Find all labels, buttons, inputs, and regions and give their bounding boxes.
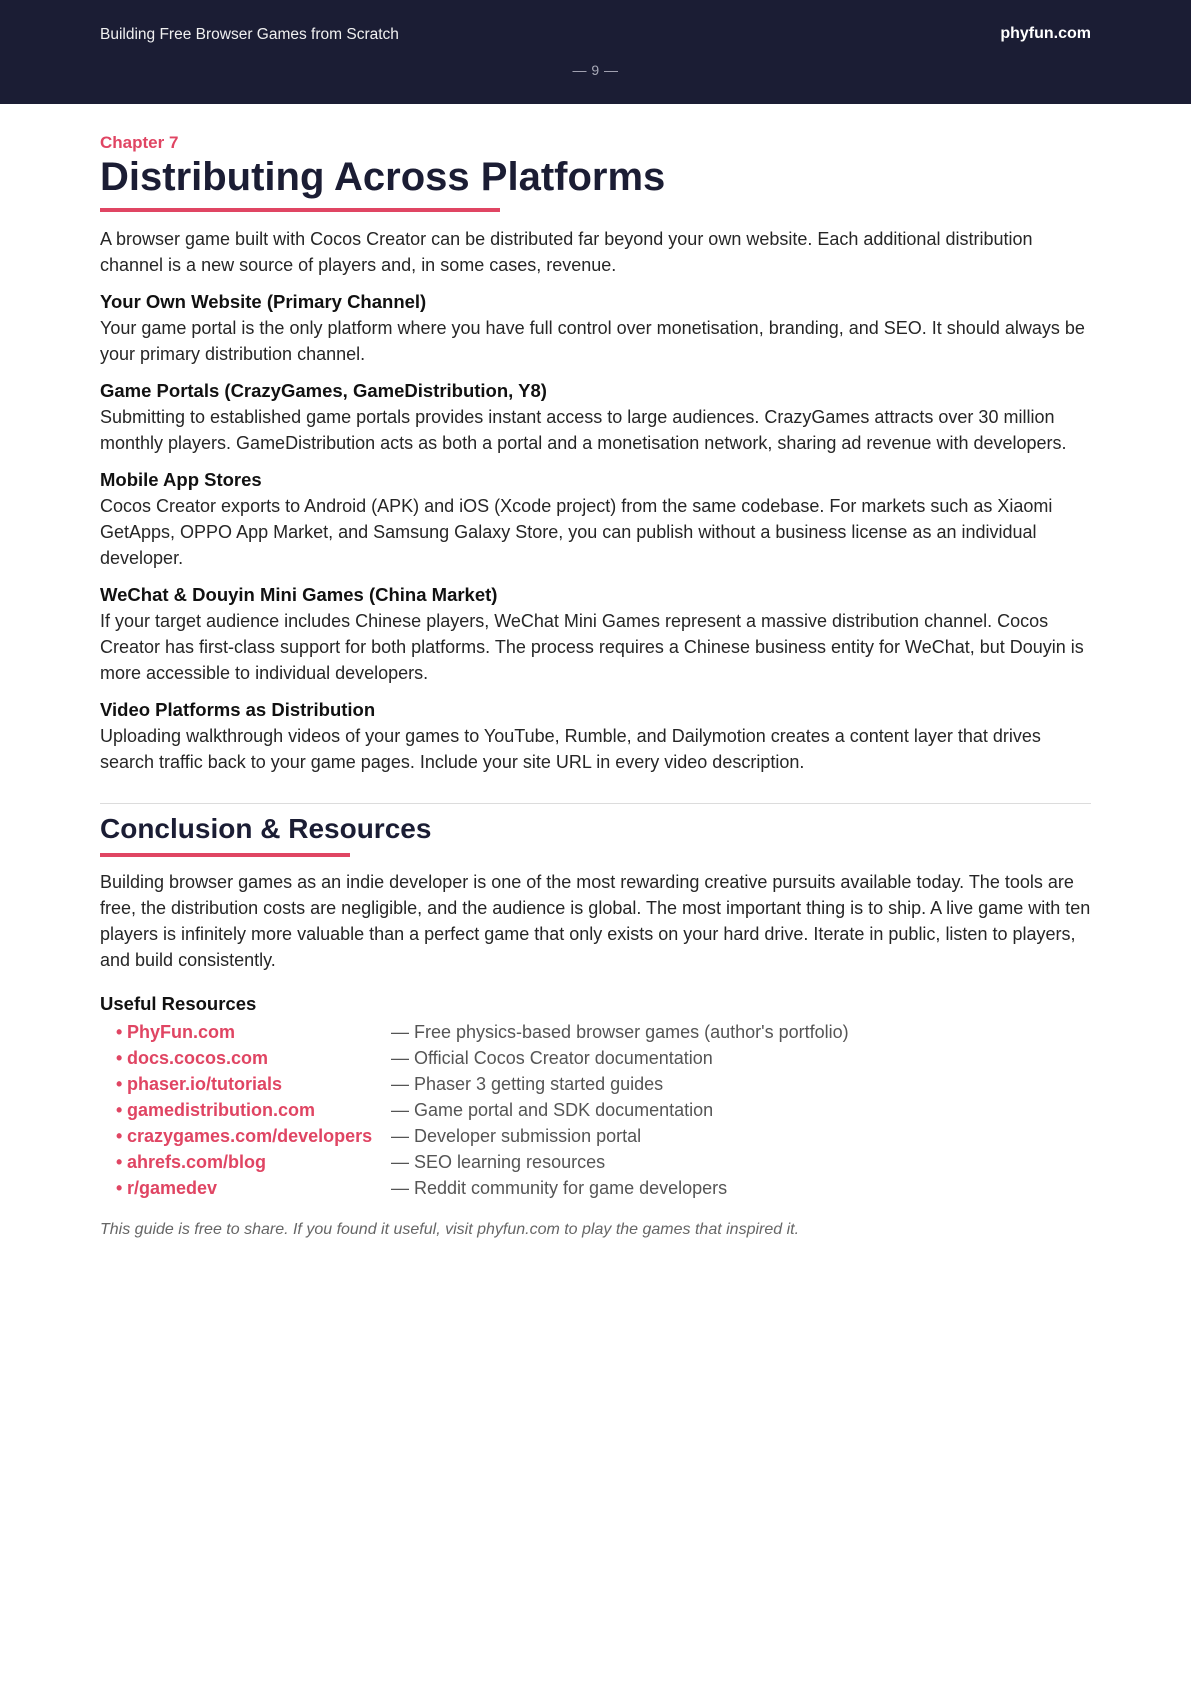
bullet-icon: • xyxy=(116,1126,123,1146)
resource-description: — Phaser 3 getting started guides xyxy=(391,1074,664,1094)
conclusion-underline xyxy=(100,853,350,857)
resource-link-gamedistribution[interactable]: gamedistribution.com xyxy=(127,1100,316,1120)
section-own-website xyxy=(100,289,1091,367)
resource-link-phaser[interactable]: phaser.io/tutorials xyxy=(127,1074,283,1094)
resources-list xyxy=(100,1019,1091,1201)
chapter-intro: A browser game built with Cocos Creator can be distributed far beyond your own website. Each additional distribution channel is a new source of players and, in some cases, revenue. xyxy=(100,229,1033,275)
site-name: phyfun.com xyxy=(1000,25,1091,42)
conclusion-title: Conclusion & Resources xyxy=(100,813,432,844)
bullet-icon: • xyxy=(116,1048,123,1068)
section-heading: Your Own Website (Primary Channel) xyxy=(100,291,427,312)
resource-link-gamedev[interactable]: r/gamedev xyxy=(127,1178,218,1198)
chapter-label: Chapter 7 xyxy=(100,133,179,152)
list-item xyxy=(100,1019,1091,1045)
bullet-icon: • xyxy=(116,1152,123,1172)
resource-link-crazygames[interactable]: crazygames.com/developers xyxy=(127,1126,373,1146)
title-underline xyxy=(100,208,500,212)
page-content xyxy=(100,132,1091,1241)
list-item xyxy=(100,1123,1091,1149)
page-number: — 9 — xyxy=(572,62,619,78)
conclusion-body: Building browser games as an indie developer is one of the most rewarding creative pursuits available today. The tools are free, the distribution costs are negligible, and the audience is global. The most important thing is to ship. A live game with ten players is infinitely more valuable than a perfect game that only exists on your hard drive. Iterate in public, listen to players, and build consistently. xyxy=(100,872,1091,970)
resource-description: — Game portal and SDK documentation xyxy=(391,1100,714,1120)
resources-heading: Useful Resources xyxy=(100,993,257,1014)
list-item xyxy=(100,1071,1091,1097)
list-item xyxy=(100,1097,1091,1123)
list-item xyxy=(100,1175,1091,1201)
section-body: Uploading walkthrough videos of your games to YouTube, Rumble, and Dailymotion creates a content layer that drives search traffic back to your game pages. Include your site URL in every video description. xyxy=(100,726,1041,772)
resource-description: — Free physics-based browser games (author's portfolio) xyxy=(391,1022,849,1042)
resource-link-phyfun[interactable]: PhyFun.com xyxy=(127,1022,236,1042)
resource-link-cocos-docs[interactable]: docs.cocos.com xyxy=(127,1048,269,1068)
section-heading: Video Platforms as Distribution xyxy=(100,699,376,720)
bullet-icon: • xyxy=(116,1100,123,1120)
section-body: If your target audience includes Chinese players, WeChat Mini Games represent a massive distribution channel. Cocos Creator has first-class support for both platforms. The process requires a Chinese business entity for WeChat, but Douyin is more accessible to individual developers. xyxy=(100,611,1084,683)
section-body: Your game portal is the only platform where you have full control over monetisation, branding, and SEO. It should always be your primary distribution channel. xyxy=(100,318,1085,364)
section-body: Submitting to established game portals provides instant access to large audiences. CrazyGames attracts over 30 million monthly players. GameDistribution acts as both a portal and a monetisation network, sharing ad revenue with developers. xyxy=(100,407,1067,453)
resource-link-ahrefs[interactable]: ahrefs.com/blog xyxy=(127,1152,267,1172)
section-heading: Game Portals (CrazyGames, GameDistribution, Y8) xyxy=(100,380,547,401)
section-heading: WeChat & Douyin Mini Games (China Market) xyxy=(100,584,498,605)
resource-description: — Reddit community for game developers xyxy=(391,1178,728,1198)
section-mobile-app-stores xyxy=(100,467,1091,571)
resource-description: — Developer submission portal xyxy=(391,1126,642,1146)
section-video-platforms xyxy=(100,697,1091,775)
list-item xyxy=(100,1149,1091,1175)
section-divider xyxy=(100,803,1091,804)
bullet-icon: • xyxy=(116,1074,123,1094)
bullet-icon: • xyxy=(116,1178,123,1198)
document-title: Building Free Browser Games from Scratch xyxy=(100,26,399,43)
section-wechat-douyin xyxy=(100,582,1091,686)
footnote: This guide is free to share. If you found it useful, visit phyfun.com to play the games that inspired it. xyxy=(100,1221,800,1238)
page-header xyxy=(0,0,1191,104)
list-item xyxy=(100,1045,1091,1071)
bullet-icon: • xyxy=(116,1022,123,1042)
resource-description: — SEO learning resources xyxy=(391,1152,606,1172)
section-body: Cocos Creator exports to Android (APK) and iOS (Xcode project) from the same codebase. For markets such as Xiaomi GetApps, OPPO App Market, and Samsung Galaxy Store, you can publish without a business license as an individual developer. xyxy=(100,496,1053,568)
chapter-title: Distributing Across Platforms xyxy=(100,155,666,199)
resource-description: — Official Cocos Creator documentation xyxy=(391,1048,713,1068)
section-game-portals xyxy=(100,378,1091,456)
section-heading: Mobile App Stores xyxy=(100,469,262,490)
